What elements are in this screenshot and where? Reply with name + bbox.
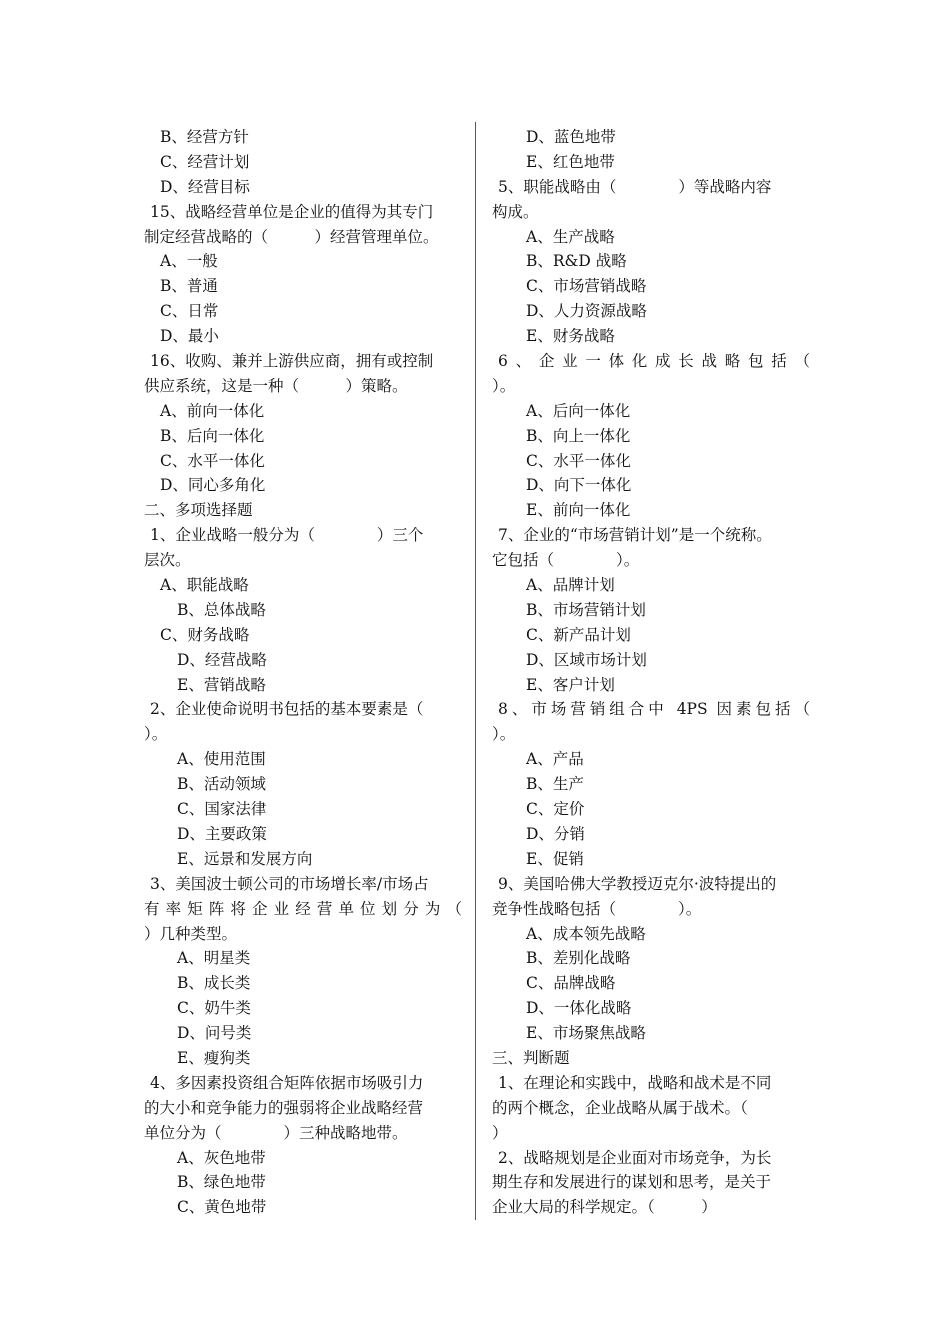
option-line: C、奶牛类 [177,999,251,1018]
option-line: B、普通 [160,277,218,296]
right-column [492,125,810,1220]
question-j1-line-1: 1、在理论和实践中，战略和战术是不同 [498,1073,772,1092]
question-m9-line-2: 竞争性战略包括（ ）。 [492,899,702,918]
option-line: E、客户计划 [526,675,615,694]
option-line: A、品牌计划 [526,576,615,595]
option-line: B、总体战略 [177,600,266,619]
option-line: C、市场营销战略 [526,277,647,296]
question-m5-line-1: 5、职能战略由（ ）等战略内容 [498,177,772,196]
option-line: B、生产 [526,775,584,794]
option-line: D、区域市场计划 [526,650,647,669]
option-line: C、日常 [160,302,219,321]
question-j2-line-2: 期生存和发展进行的谋划和思考，是关于 [492,1173,772,1192]
option-line: A、灰色地带 [177,1148,266,1167]
question-m6-line-2: ）。 [492,376,516,395]
question-m3-line-1: 3、美国波士顿公司的市场增长率/市场占 [150,874,429,893]
question-m4-line-2: 的大小和竞争能力的强弱将企业战略经营 [144,1098,424,1117]
option-line: B、差别化战略 [526,949,631,968]
option-line: D、人力资源战略 [526,302,647,321]
option-line: A、使用范围 [177,750,266,769]
option-line: C、水平一体化 [526,451,631,470]
option-line: D、分销 [526,824,585,843]
option-line: D、问号类 [177,1024,252,1043]
option-line: D、一体化战略 [526,999,632,1018]
column-divider [475,122,476,1220]
question-j1-line-3: ） [492,1123,508,1142]
question-m3-line-3: ）几种类型。 [144,924,238,943]
option-line: E、营销战略 [177,675,266,694]
question-m5-line-2: 构成。 [492,202,539,221]
option-line: C、经营计划 [160,152,250,171]
option-line: C、财务战略 [160,625,250,644]
question-m3-line-2: 有率矩阵将企业经营单位划分为（ [144,899,462,918]
question-m4-line-1: 4、多因素投资组合矩阵依据市场吸引力 [150,1073,424,1092]
option-line: E、促销 [526,849,584,868]
option-line: E、市场聚焦战略 [526,1024,646,1043]
option-line: C、国家法律 [177,800,267,819]
option-line: B、市场营销计划 [526,600,646,619]
option-line: E、远景和发展方向 [177,849,313,868]
option-line: D、主要政策 [177,824,267,843]
section-heading-true-false: 三、判断题 [492,1048,570,1067]
question-m2-line-2: ）。 [144,725,168,744]
question-j2-line-3: 企业大局的科学规定。（ ） [492,1198,717,1217]
question-16-line-1: 16、收购、兼并上游供应商，拥有或控制 [150,352,434,371]
option-line: C、新产品计划 [526,625,631,644]
option-line: A、前向一体化 [160,401,265,420]
question-15-line-2: 制定经营战略的（ ）经营管理单位。 [144,227,439,246]
option-line: A、一般 [160,252,218,271]
question-16-line-2: 供应系统，这是一种（ ）策略。 [144,376,408,395]
left-column [144,125,462,1220]
question-m1-line-1: 1、企业战略一般分为（ ）三个 [150,526,424,545]
option-line: C、水平一体化 [160,451,265,470]
option-line: A、成本领先战略 [526,924,646,943]
option-line: B、向上一体化 [526,426,631,445]
question-m8-line-2: ）。 [492,725,516,744]
question-m7-line-2: 它包括（ ）。 [492,551,640,570]
question-m4-line-3: 单位分为（ ）三种战略地带。 [144,1123,408,1142]
option-line: C、黄色地带 [177,1198,267,1217]
option-line: C、定价 [526,800,585,819]
option-line: B、成长类 [177,974,251,993]
question-j1-line-2: 的两个概念，企业战略从属于战术。（ [492,1098,748,1117]
option-line: B、R&D 战略 [526,252,627,271]
question-m1-line-2: 层次。 [144,551,191,570]
question-m7-line-1: 7、企业的“市场营销计划”是一个统称。 [498,526,772,545]
option-line: D、最小 [160,327,219,346]
option-line: D、经营目标 [160,177,250,196]
option-line: A、后向一体化 [526,401,631,420]
option-line: E、瘦狗类 [177,1048,251,1067]
option-line: D、经营战略 [177,650,267,669]
option-line: D、蓝色地带 [526,128,616,146]
option-line: C、品牌战略 [526,974,616,993]
option-line: E、红色地带 [526,152,615,171]
option-line: D、同心多角化 [160,476,266,495]
option-line: D、向下一体化 [526,476,632,495]
question-m2-line-1: 2、企业使命说明书包括的基本要素是（ [150,700,424,719]
option-line: B、绿色地带 [177,1173,266,1192]
question-m9-line-1: 9、美国哈佛大学教授迈克尔·波特提出的 [498,874,777,893]
question-15-line-1: 15、战略经营单位是企业的值得为其专门 [150,202,434,221]
option-line: B、后向一体化 [160,426,265,445]
section-heading-multiple-choice: 二、多项选择题 [144,501,253,520]
question-m6-line-1: 6、企业一体化成长战略包括（ [498,352,810,371]
option-line: B、活动领域 [177,775,266,794]
option-line: A、明星类 [177,949,251,968]
question-j2-line-1: 2、战略规划是企业面对市场竞争，为长 [498,1148,772,1167]
option-line: A、生产战略 [526,227,615,246]
option-line: E、财务战略 [526,327,615,346]
question-m8-line-1: 8、市场营销组合中 4PS 因素包括（ [498,700,810,719]
option-line: B、经营方针 [160,128,249,146]
option-line: A、产品 [526,750,584,769]
option-line: E、前向一体化 [526,501,631,520]
option-line: A、职能战略 [160,576,249,595]
